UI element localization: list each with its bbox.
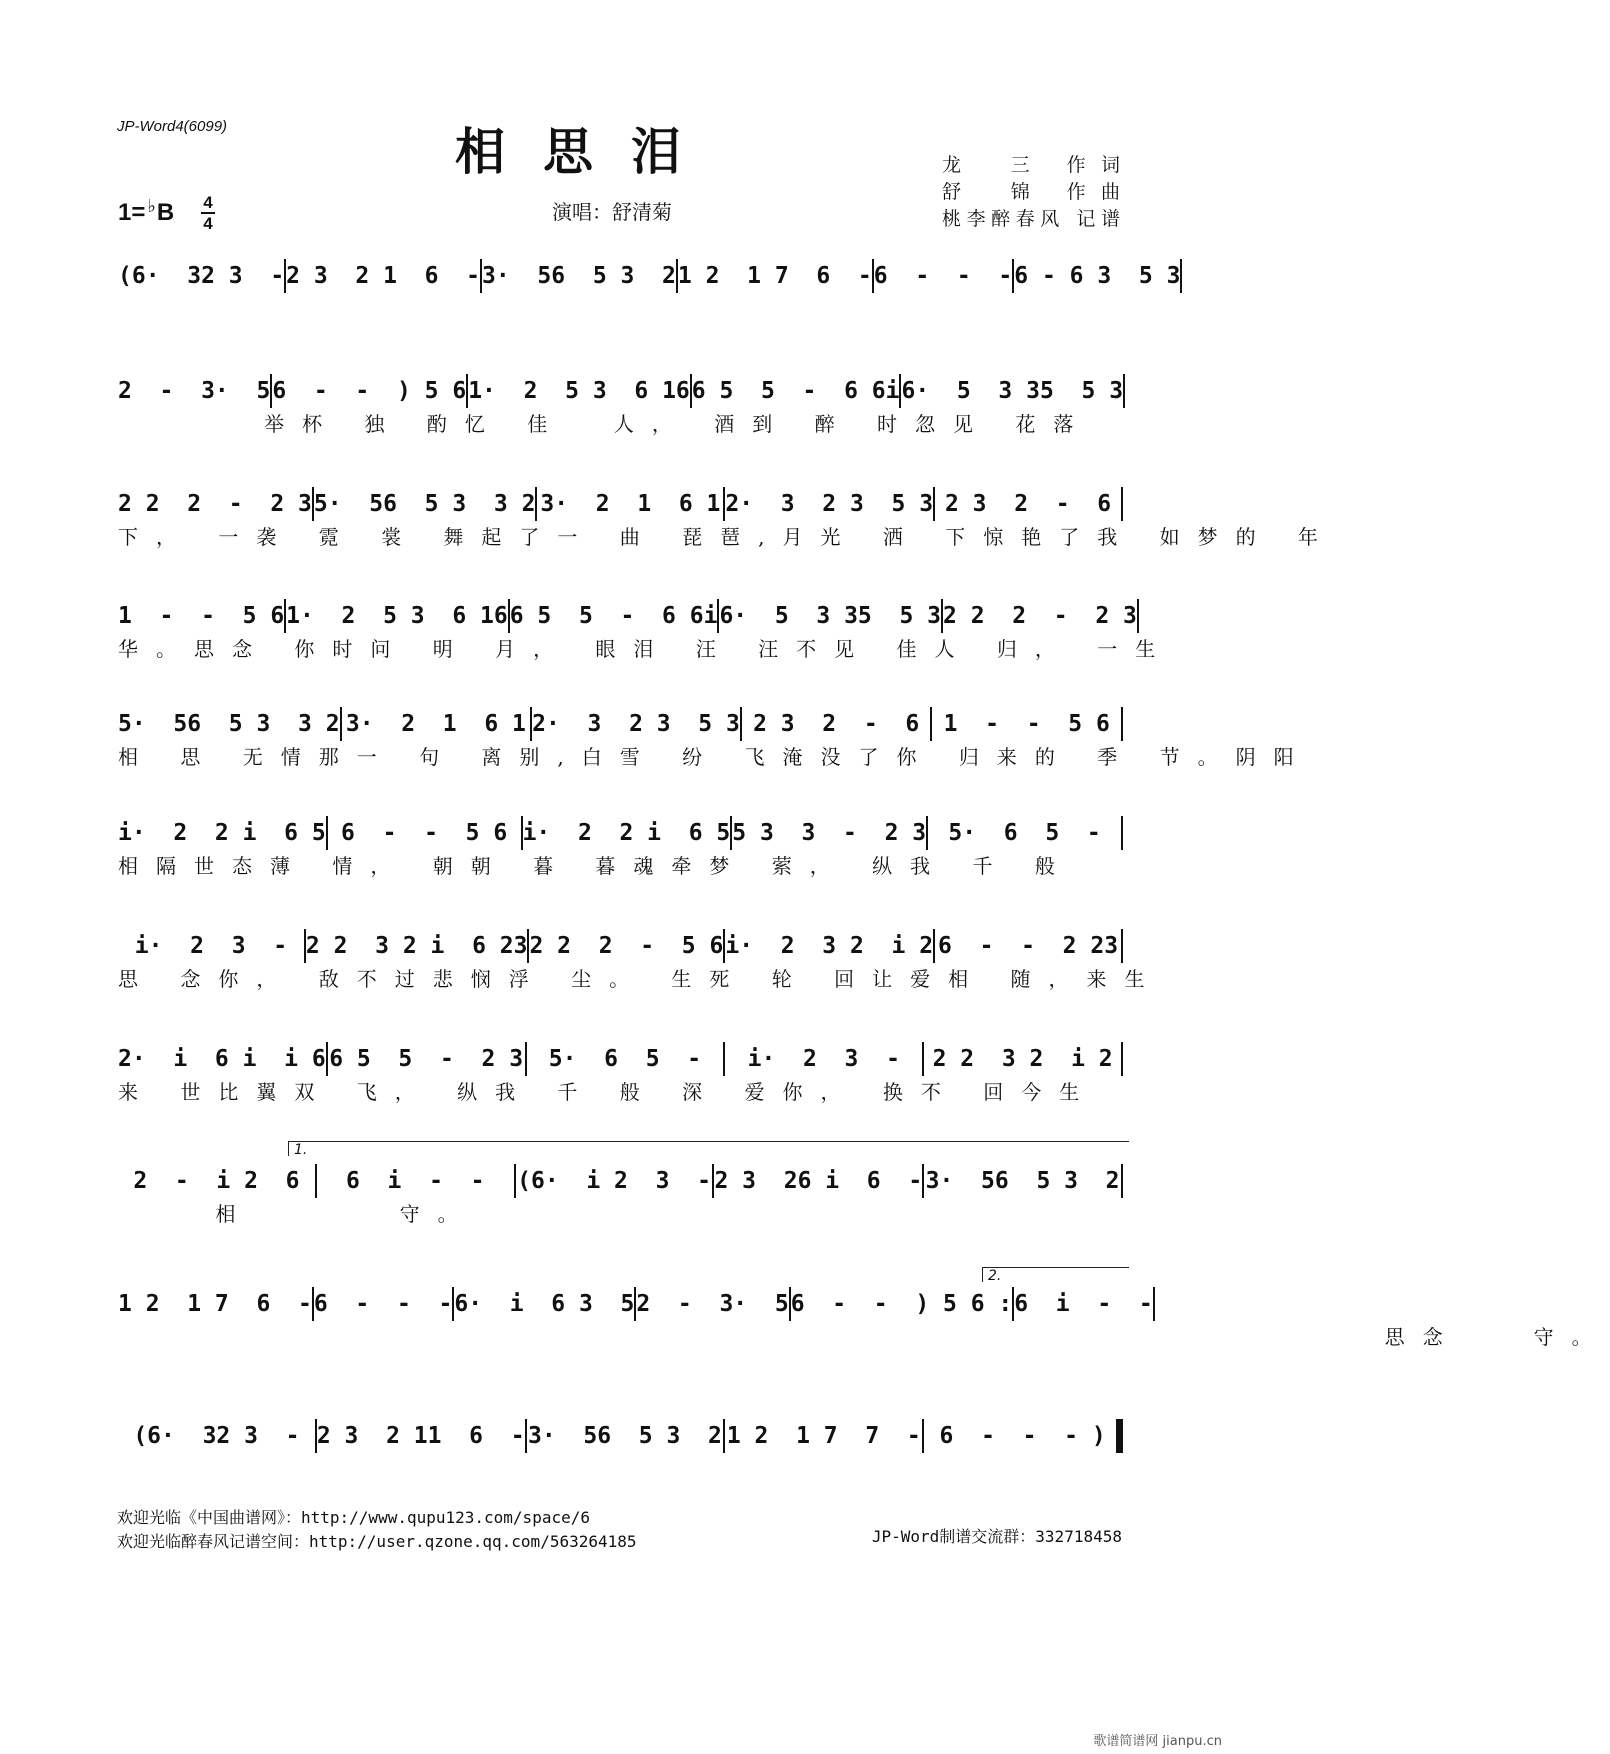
lyric-line: 相 守。	[118, 1202, 476, 1226]
measure: 2 3 2 - 6	[944, 491, 1112, 517]
measure: 5· 6 5 -	[948, 820, 1101, 846]
key-signature	[118, 196, 174, 227]
footer-links	[117, 1506, 637, 1554]
credits	[942, 152, 1122, 233]
score-system	[118, 1041, 1123, 1107]
time-bottom: 4	[203, 214, 213, 233]
time-top: 4	[203, 193, 213, 212]
measure: 6 - - 2 23	[938, 933, 1119, 959]
measure: 2 2 2 - 5 6	[529, 933, 724, 959]
flat-symbol: ♭	[147, 196, 156, 216]
measure: 2 3 2 11 6 -	[316, 1423, 525, 1449]
measure: 2 - i 2 6	[133, 1168, 300, 1194]
score-system	[118, 706, 1312, 772]
lyric-line: 下， 一袭 霓 裳 舞起了一 曲 琵琶,月光 洒 下惊艳了我 如梦的 年	[118, 525, 1336, 549]
measure: 6 - - ) 5 6	[272, 378, 467, 404]
measure: 6 - - -	[313, 1291, 453, 1317]
final-bar-line	[1116, 1419, 1123, 1453]
measure: 6 i - -	[1014, 1291, 1153, 1317]
note-line	[118, 258, 1181, 294]
measure: 6 - - ) 5 6 :	[790, 1291, 1013, 1317]
volta-second: 2.	[982, 1267, 1129, 1282]
measure: i· 2 2 i 6 5	[522, 820, 731, 846]
score-system	[118, 486, 1336, 552]
lyric-line: 举杯 独 酌忆 佳 人， 酒到 醉 时忽见 花落	[118, 412, 1092, 436]
measure: 2 - 3· 5	[118, 378, 271, 404]
measure: i· 2 3 2 i 2	[725, 933, 934, 959]
lyric-line	[118, 294, 1123, 324]
measure: i· 2 3 -	[747, 1046, 900, 1072]
measure: 2 3 2 - 6	[753, 711, 920, 737]
score-system	[118, 1418, 1123, 1484]
credit-transcriber: 桃李醉春风 记谱	[942, 208, 1122, 230]
measure: 3· 56 5 3 2	[925, 1168, 1120, 1194]
score-system	[118, 373, 1123, 439]
measure: 6 i - -	[346, 1168, 485, 1194]
measure: 2 2 2 - 2 3	[943, 603, 1137, 629]
measure: 2· 3 2 3 5 3	[532, 711, 740, 737]
time-signature	[201, 194, 215, 232]
measure: 2 3 26 i 6 -	[714, 1168, 923, 1194]
software-label: JP-Word4(6099)	[117, 118, 228, 135]
note-line	[118, 598, 1137, 634]
measure: 6 - - - )	[939, 1423, 1106, 1449]
score-system	[118, 1163, 1123, 1229]
note-line	[118, 373, 1123, 409]
score-system	[118, 598, 1174, 664]
measure: 2 2 3 2 i 2	[932, 1046, 1113, 1072]
note-line	[118, 928, 1123, 964]
measure: 5· 56 5 3 3 2	[118, 711, 340, 737]
footer-line-2: 欢迎光临醉春风记谱空间：http://user.qzone.qq.com/563264185	[117, 1532, 637, 1551]
measure: 6 - - -	[873, 263, 1013, 289]
key-prefix: 1=	[118, 199, 146, 226]
bar-line	[1121, 487, 1123, 521]
bar-line	[1137, 599, 1139, 633]
measure: 3· 56 5 3 2	[482, 263, 676, 289]
key-note: B	[156, 199, 175, 226]
measure: (6· i 2 3 -	[517, 1168, 711, 1194]
score-system	[118, 815, 1123, 881]
measure: 3· 2 1 6 1	[540, 491, 721, 517]
bar-line	[1180, 259, 1182, 293]
measure: 5· 56 5 3 3 2	[313, 491, 536, 517]
note-line	[118, 1163, 1123, 1199]
note-line	[118, 1418, 1123, 1454]
bar-line	[1121, 1164, 1123, 1198]
note-line	[118, 1041, 1123, 1077]
note-line	[118, 486, 1123, 522]
measure: 6 - 6 3 5 3	[1014, 263, 1181, 289]
measure: 2· 3 2 3 5 3	[725, 491, 934, 517]
lyric-line	[118, 1454, 1123, 1484]
bar-line	[1121, 1042, 1123, 1076]
bar-line	[1153, 1287, 1155, 1321]
measure: (6· 32 3 -	[118, 263, 285, 289]
song-title: 相思泪	[455, 122, 719, 181]
measure: (6· 32 3 -	[133, 1423, 300, 1449]
measure: 2 - 3· 5	[636, 1291, 789, 1317]
measure: 2 2 3 2 i 6 23	[305, 933, 528, 959]
measure: i· 2 2 i 6 5	[118, 820, 326, 846]
note-line	[118, 1286, 1153, 1322]
lyric-line: 思念 守。	[118, 1325, 1610, 1349]
singer: 演唱：舒清菊	[552, 200, 672, 224]
score-system	[118, 1286, 1610, 1352]
measure: 1 2 1 7 6 -	[677, 263, 872, 289]
bar-line	[1121, 929, 1123, 963]
measure: 6 5 5 - 6 6i	[691, 378, 900, 404]
measure: 5 3 3 - 2 3	[732, 820, 927, 846]
measure: 1 2 1 7 7 -	[726, 1423, 921, 1449]
score-system	[118, 928, 1163, 994]
measure: 2· i 6 i i 6	[118, 1046, 326, 1072]
bar-line	[1121, 707, 1123, 741]
lyric-line: 华。思念 你时问 明 月， 眼泪 汪 汪不见 佳人 归， 一生	[118, 637, 1174, 661]
measure: 6· 5 3 35 5 3	[719, 603, 942, 629]
measure: 1 - - 5 6	[943, 711, 1110, 737]
note-line	[118, 706, 1123, 742]
lyric-line: 相隔世态薄 情， 朝朝 暮 暮魂牵梦 萦， 纵我 千 般	[118, 854, 1073, 878]
measure: 6· 5 3 35 5 3	[901, 378, 1124, 404]
measure: 6· i 6 3 5	[454, 1291, 635, 1317]
lyric-line: 来 世比翼双 飞， 纵我 千 般 深 爱你， 换不 回今生	[118, 1080, 1098, 1104]
measure: 6 5 5 - 6 6i	[509, 603, 718, 629]
credit-music: 舒 锦 作曲	[942, 181, 1122, 203]
watermark: 歌谱简谱网 jianpu.cn	[1093, 1734, 1222, 1749]
lyric-line: 相 思 无情那一 句 离别,白雪 纷 飞淹没了你 归来的 季 节。阴阳	[118, 745, 1312, 769]
lyric-line: 思 念你， 敌不过悲悯浮 尘。 生死 轮 回让爱相 随，来生	[118, 967, 1163, 991]
volta-first: 1.	[288, 1141, 1129, 1156]
measure: 2 3 2 1 6 -	[286, 263, 481, 289]
measure: 1 2 1 7 6 -	[118, 1291, 312, 1317]
measure: 6 - - 5 6	[341, 820, 508, 846]
credit-lyrics: 龙 三 作词	[942, 154, 1122, 176]
measure: i· 2 3 -	[134, 933, 288, 959]
footer-group: JP-Word制谱交流群：332718458	[871, 1527, 1122, 1546]
measure: 5· 6 5 -	[548, 1046, 702, 1072]
measure: 1· 2 5 3 6 16	[468, 378, 690, 404]
measure: 2 2 2 - 2 3	[118, 491, 312, 517]
score-system	[118, 258, 1181, 324]
measure: 1 - - 5 6	[118, 603, 285, 629]
measure: 1· 2 5 3 6 16	[286, 603, 508, 629]
measure: 3· 56 5 3 2	[528, 1423, 722, 1449]
note-line	[118, 815, 1123, 851]
measure: 3· 2 1 6 1	[345, 711, 526, 737]
bar-line	[1121, 816, 1123, 850]
footer-line-1: 欢迎光临《中国曲谱网》：http://www.qupu123.com/space/6	[117, 1508, 590, 1527]
measure: 6 5 5 - 2 3	[329, 1046, 524, 1072]
bar-line	[1123, 374, 1125, 408]
